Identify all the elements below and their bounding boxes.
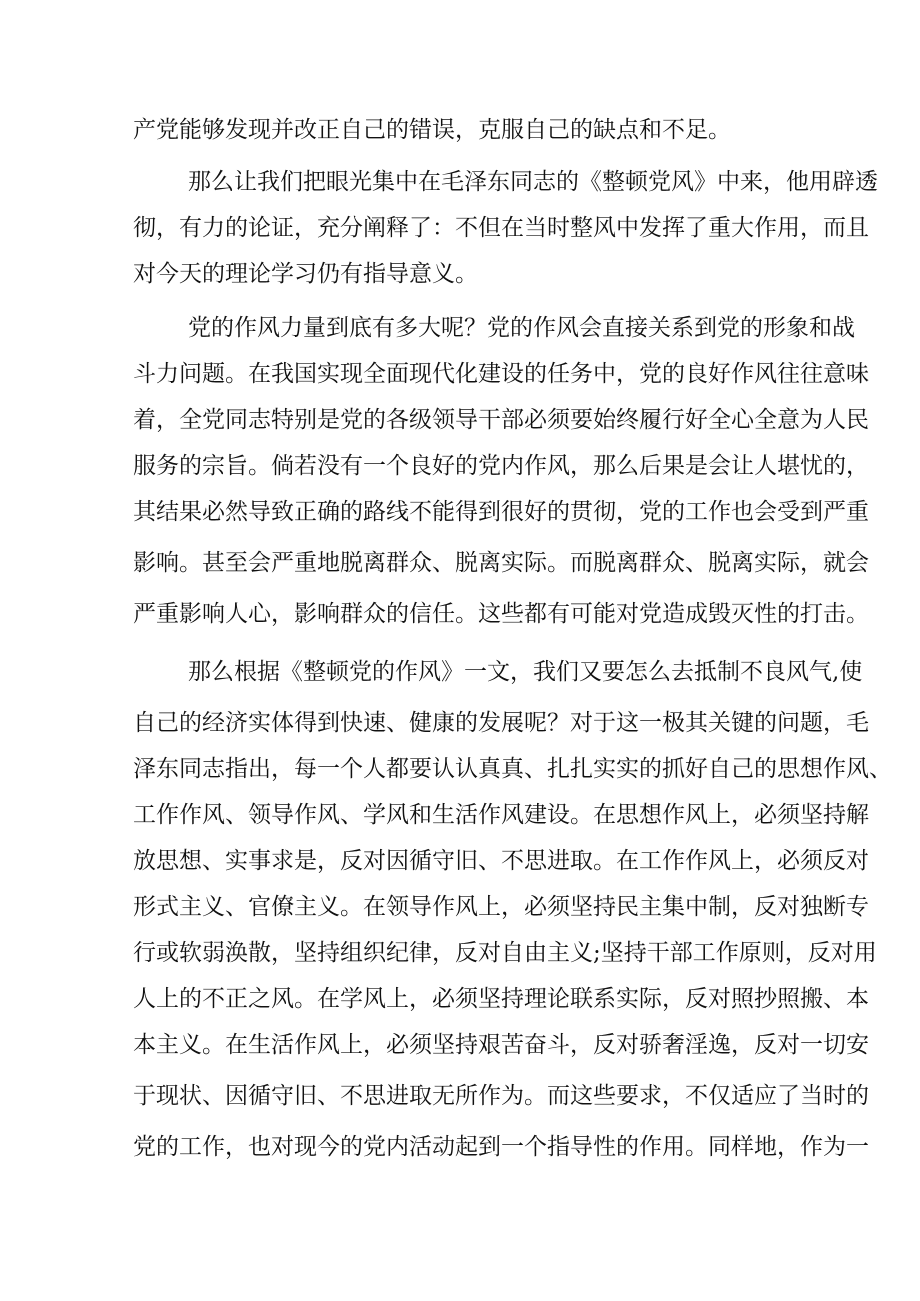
text-line: 放思想、实事求是，反对因循守旧、不思进取。在工作作风上，必须反对 — [133, 848, 869, 874]
text-line: 斗力问题。在我国实现全面现代化建设的任务中，党的良好作风往往意味 — [133, 361, 869, 387]
text-line: 服务的宗旨。倘若没有一个良好的党内作风，那么后果是会让人堪忧的， — [133, 453, 869, 479]
text-line: 于现状、因循守旧、不思进取无所作为。而这些要求，不仅适应了当时的 — [133, 1083, 869, 1109]
text-line: 其结果必然导致正确的路线不能得到很好的贯彻，党的工作也会受到严重 — [133, 499, 869, 525]
paragraph-first-line: 党的作风力量到底有多大呢？党的作风会直接关系到党的形象和战 — [188, 315, 855, 341]
paragraph-first-line: 那么让我们把眼光集中在毛泽东同志的《整顿党风》中来，他用辟透 — [188, 169, 878, 195]
text-line: 党的工作，也对现今的党内活动起到一个指导性的作用。同样地，作为一 — [133, 1134, 869, 1160]
text-line: 彻，有力的论证，充分阐释了：不但在当时整风中发挥了重大作用，而且 — [133, 215, 869, 241]
text-line: 泽东同志指出，每一个人都要认认真真、扎扎实实的抓好自己的思想作风、 — [133, 756, 892, 782]
text-line: 着，全党同志特别是党的各级领导干部必须要始终履行好全心全意为人民 — [133, 407, 869, 433]
text-line: 自己的经济实体得到快速、健康的发展呢？对于这一极其关键的问题，毛 — [133, 710, 869, 736]
text-line: 工作作风、领导作风、学风和生活作风建设。在思想作风上，必须坚持解 — [133, 802, 869, 828]
text-line: 行或软弱涣散，坚持组织纪律，反对自由主义;坚持干部工作原则，反对用 — [133, 940, 877, 966]
paragraph-first-line: 那么根据《整顿党的作风》一文，我们又要怎么去抵制不良风气,使 — [188, 659, 863, 685]
text-line: 影响。甚至会严重地脱离群众、脱离实际。而脱离群众、脱离实际，就会 — [133, 550, 869, 576]
text-line: 对今天的理论学习仍有指导意义。 — [133, 261, 478, 287]
text-line: 产党能够发现并改正自己的错误，克服自己的缺点和不足。 — [133, 117, 731, 143]
text-line: 形式主义、官僚主义。在领导作风上，必须坚持民主集中制，反对独断专 — [133, 894, 869, 920]
text-line: 严重影响人心，影响群众的信任。这些都有可能对党造成毁灭性的打击。 — [133, 601, 869, 627]
text-line: 人上的不正之风。在学风上，必须坚持理论联系实际，反对照抄照搬、本 — [133, 986, 869, 1012]
text-line: 本主义。在生活作风上，必须坚持艰苦奋斗，反对骄奢淫逸，反对一切安 — [133, 1032, 869, 1058]
